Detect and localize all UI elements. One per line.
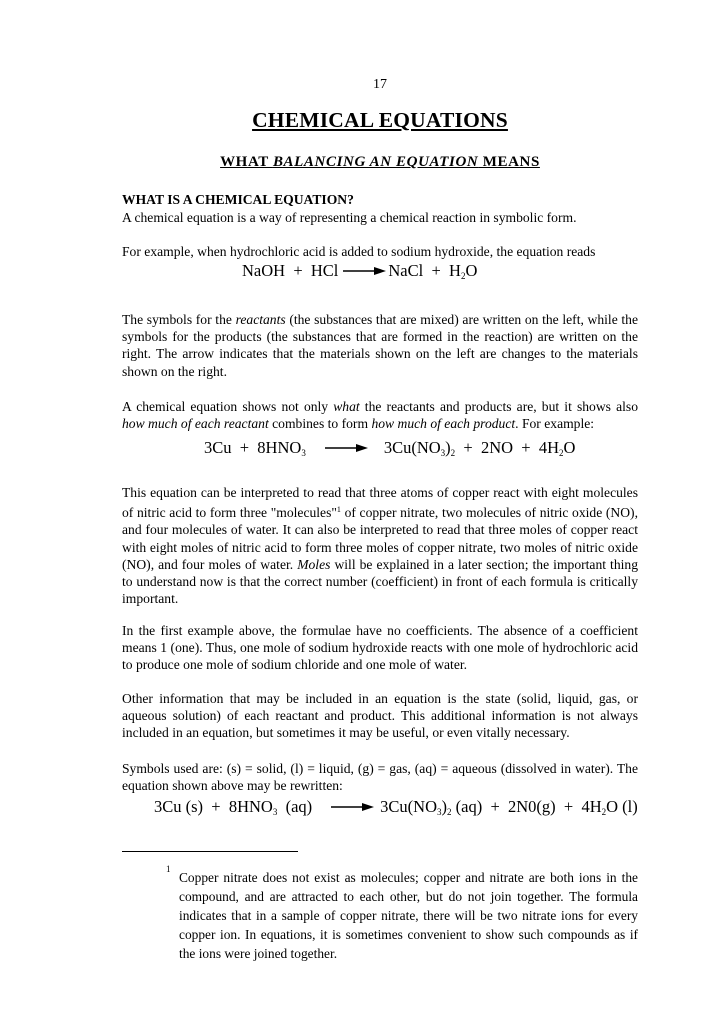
text-run: A chemical equation shows not only	[122, 399, 334, 414]
section-heading: WHAT IS A CHEMICAL EQUATION?	[122, 192, 354, 207]
eq2-subscript: 3	[440, 448, 446, 458]
section-subtitle	[122, 154, 638, 171]
eq3-text: (aq) + 2N0(g) + 4H	[451, 797, 602, 816]
page-number: 17	[373, 77, 387, 92]
text-run: This equation can be interpreted to read that three atoms of copper react with eight molecules of nitric acid to form three "molecules"	[122, 485, 638, 521]
text-run: combines to form	[268, 416, 372, 432]
eq3-text: )	[441, 797, 448, 816]
symbols-paragraph: Symbols used are: (s) = solid, (l) = liquid, (g) = gas, (aq) = aqueous (dissolved in water). The equation shown above may be rewritten:	[122, 761, 638, 794]
eq3-text: 3Cu (s) + 8HNO	[154, 797, 273, 816]
eq3-subscript: 2	[601, 807, 607, 817]
eq2-text: O	[563, 438, 576, 457]
eq1-product-b: O	[465, 261, 478, 280]
intro-paragraph: A chemical equation is a way of representing a chemical reaction in symbolic form.	[122, 210, 577, 225]
eq2-subscript: 2	[450, 448, 456, 458]
subtitle-part1: WHAT	[220, 154, 273, 170]
eq3-text: 3Cu(NO	[380, 797, 438, 816]
subtitle-part3: MEANS	[478, 154, 540, 170]
eq1-reactants: NaOH + HCl	[242, 261, 339, 280]
footnote-reference[interactable]: 1	[336, 505, 341, 515]
reaction-arrow-icon	[328, 803, 374, 811]
eq2-text: 3Cu + 8HNO	[204, 438, 302, 457]
eq3-subscript: 3	[272, 807, 278, 817]
first-example-paragraph: In the first example above, the formulae have no coefficients. The absence of a coefficient means 1 (one). Thus, one mole of sodium hydroxide reacts with one mole of hydrochloric acid to produce one mole of sodium chloride and one mole of water.	[122, 623, 638, 673]
eq2-text: )	[445, 438, 451, 457]
footnote-text: Copper nitrate does not exist as molecules; copper and nitrate are both ions in the compound, and are attracted to each other, but do not join together. The formula indicates that in a sample of copper nitrate, there will be two nitrate ions for every copper ion. In equations, it is sometimes convenient to show such compounds as if the ions were joined together.	[179, 870, 638, 961]
interpret-paragraph	[122, 484, 638, 607]
text-run: (the substances that are mixed) are written on the left, while the symbols for the products (the substances that are formed in the reaction) are written on the right. The arrow indicates that the materials shown on the left are changes to the materials shown on the right.	[122, 312, 639, 379]
text-run: the reactants and products are, but it shows also	[359, 399, 638, 414]
text-run-italic: how much of each reactant	[122, 416, 269, 432]
eq2-subscript: 2	[559, 448, 564, 458]
subtitle-part2: BALANCING AN EQUATION	[272, 154, 479, 170]
reactants-paragraph	[122, 311, 638, 380]
text-run-italic: how much of each product	[371, 416, 516, 432]
text-run-italic: what	[333, 399, 360, 414]
equation-2	[204, 438, 575, 458]
equation-3	[154, 797, 638, 817]
example-intro-paragraph: For example, when hydrochloric acid is added to sodium hydroxide, the equation reads	[122, 244, 596, 259]
equation-1	[242, 261, 477, 281]
footnote-marker: 1	[166, 864, 171, 874]
footnote-divider	[122, 851, 298, 852]
eq3-subscript: 3	[437, 807, 442, 817]
eq2-subscript: 3	[301, 448, 306, 458]
shows-paragraph	[122, 398, 638, 432]
text-run: . For example:	[515, 416, 595, 432]
page-title: CHEMICAL EQUATIONS	[252, 108, 508, 132]
eq3-text: O (l)	[606, 797, 638, 816]
eq2-text: 3Cu(NO	[383, 438, 441, 457]
reaction-arrow-icon	[340, 267, 386, 275]
eq1-product-a: NaCl + H	[388, 261, 461, 280]
eq3-text: (aq)	[277, 797, 313, 816]
reaction-arrow-icon	[322, 444, 368, 452]
eq1-subscript: 2	[460, 271, 466, 281]
text-run: The symbols for the	[122, 312, 236, 327]
text-run-italic: Moles	[297, 556, 331, 572]
eq3-subscript: 2	[447, 807, 452, 817]
text-run: of copper nitrate, two molecules of nitric oxide (NO), and four molecules of water. It can also be interpreted to read that three moles of copper react with eight moles of nitric acid to form three moles of copper nitrate, two moles of nitric oxide (NO), and four moles of water.	[122, 505, 638, 572]
eq2-text: + 2NO + 4H	[455, 438, 560, 457]
text-run: will be explained in a later section; the important thing to understand now is that the correct number (coefficient) in front of each formula is critically important.	[122, 556, 638, 607]
text-run-italic: reactants	[235, 312, 286, 327]
state-info-paragraph: Other information that may be included in an equation is the state (solid, liquid, gas, or aqueous solution) of each reactant and product. This additional information is not always included in an equation, but sometimes it may be useful, or even vitally necessary.	[122, 691, 638, 741]
